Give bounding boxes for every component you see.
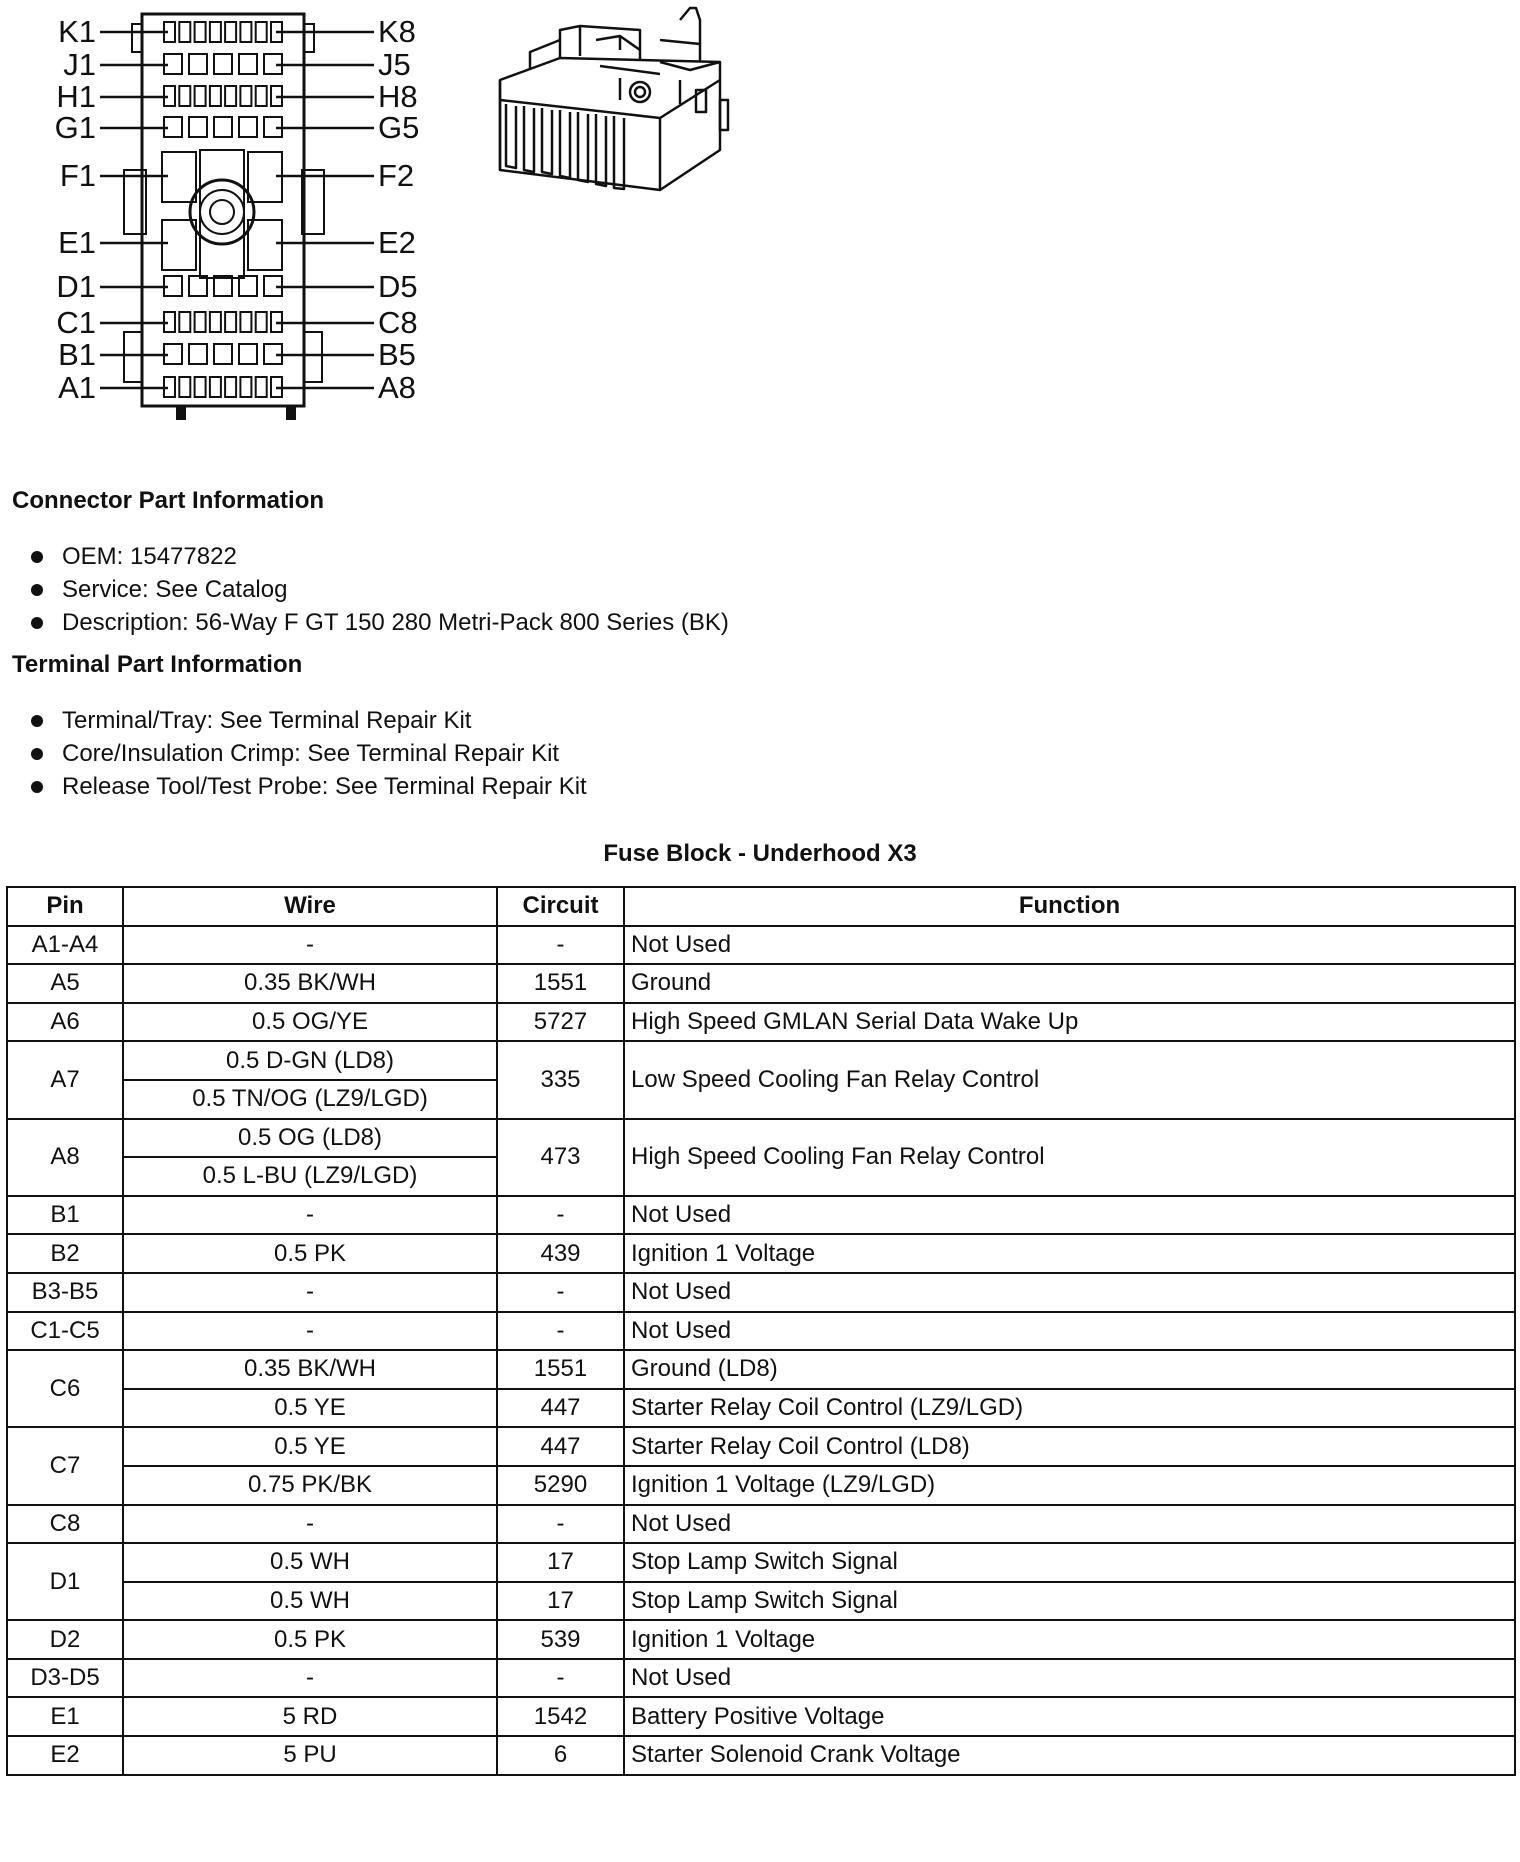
- iso-tower: [560, 26, 580, 58]
- cell-pin: E1: [7, 1697, 123, 1736]
- cell-function: Ignition 1 Voltage: [624, 1234, 1515, 1273]
- table-body: [7, 926, 1515, 1775]
- cell-wire: 0.5 D-GN (LD8): [123, 1041, 497, 1080]
- cell-wire: 0.5 WH: [123, 1582, 497, 1621]
- cell-pin: D2: [7, 1620, 123, 1659]
- cell-circuit: -: [497, 1273, 624, 1312]
- cell-wire: -: [123, 1312, 497, 1351]
- table-row: [7, 1003, 1515, 1042]
- cell-pin: C8: [7, 1505, 123, 1544]
- cell-wire: -: [123, 1273, 497, 1312]
- table-row: [7, 1736, 1515, 1775]
- table-row: [7, 1273, 1515, 1312]
- cell-wire: 0.5 PK: [123, 1620, 497, 1659]
- cell-function: Not Used: [624, 1659, 1515, 1698]
- cell-circuit: -: [497, 1659, 624, 1698]
- pin-label-g1: G1: [54, 110, 96, 145]
- cell-wire: -: [123, 1659, 497, 1698]
- cell-function: Not Used: [624, 1312, 1515, 1351]
- cell-function: Starter Solenoid Crank Voltage: [624, 1736, 1515, 1775]
- pin-label-d1: D1: [56, 269, 96, 304]
- cell-wire: 0.5 L-BU (LZ9/LGD): [123, 1157, 497, 1196]
- cell-function: Not Used: [624, 1196, 1515, 1235]
- table-row: [7, 1505, 1515, 1544]
- cell-circuit: 447: [497, 1427, 624, 1466]
- table-row: [7, 1350, 1515, 1389]
- terminal-part-info-item: Terminal/Tray: See Terminal Repair Kit: [28, 704, 587, 737]
- pin-label-j1: J1: [63, 47, 96, 82]
- cell-circuit: 17: [497, 1582, 624, 1621]
- cell-wire: 0.5 YE: [123, 1389, 497, 1428]
- cell-pin: A7: [7, 1041, 123, 1118]
- cell-circuit: -: [497, 1505, 624, 1544]
- pin-label-a8: A8: [378, 370, 416, 405]
- pin-label-h8: H8: [378, 79, 418, 114]
- cell-pin: A1-A4: [7, 926, 123, 965]
- cell-function: Ground (LD8): [624, 1350, 1515, 1389]
- cell-function: High Speed Cooling Fan Relay Control: [624, 1119, 1515, 1196]
- cell-function: Not Used: [624, 926, 1515, 965]
- connector-part-info-item: Description: 56-Way F GT 150 280 Metri-Pack 800 Series (BK): [28, 606, 729, 639]
- pinout-table: [6, 886, 1516, 1776]
- table-row: [7, 1659, 1515, 1698]
- header-wire: Wire: [123, 887, 497, 926]
- table-row: [7, 1466, 1515, 1505]
- cell-function: Stop Lamp Switch Signal: [624, 1582, 1515, 1621]
- cell-function: Ground: [624, 964, 1515, 1003]
- table-row: [7, 1234, 1515, 1273]
- cell-function: Low Speed Cooling Fan Relay Control: [624, 1041, 1515, 1118]
- cell-function: High Speed GMLAN Serial Data Wake Up: [624, 1003, 1515, 1042]
- pin-label-d5: D5: [378, 269, 418, 304]
- cell-circuit: 17: [497, 1543, 624, 1582]
- pin-label-k8: K8: [378, 14, 416, 49]
- cell-circuit: -: [497, 926, 624, 965]
- cell-pin: E2: [7, 1736, 123, 1775]
- connector-diagram: [0, 0, 760, 440]
- cell-pin: C6: [7, 1350, 123, 1427]
- pin-label-k1: K1: [58, 14, 96, 49]
- table-row: [7, 1427, 1515, 1466]
- pin-label-e1: E1: [58, 225, 96, 260]
- cell-wire: 0.75 PK/BK: [123, 1466, 497, 1505]
- cell-wire: 5 RD: [123, 1697, 497, 1736]
- cell-pin: C7: [7, 1427, 123, 1504]
- cell-pin: A5: [7, 964, 123, 1003]
- table-row: [7, 1389, 1515, 1428]
- cell-pin: B1: [7, 1196, 123, 1235]
- table-row: [7, 1041, 1515, 1080]
- cell-function: Starter Relay Coil Control (LZ9/LGD): [624, 1389, 1515, 1428]
- table-row: [7, 926, 1515, 965]
- pin-label-e2: E2: [378, 225, 416, 260]
- cell-function: Starter Relay Coil Control (LD8): [624, 1427, 1515, 1466]
- pin-label-c1: C1: [56, 305, 96, 340]
- pin-label-h1: H1: [56, 79, 96, 114]
- cell-pin: B3-B5: [7, 1273, 123, 1312]
- terminal-part-info-item: Release Tool/Test Probe: See Terminal Repair Kit: [28, 770, 587, 803]
- cell-wire: 0.5 WH: [123, 1543, 497, 1582]
- cell-wire: 0.35 BK/WH: [123, 964, 497, 1003]
- table-header-row: [7, 887, 1515, 926]
- table-row: [7, 1582, 1515, 1621]
- cell-pin: D1: [7, 1543, 123, 1620]
- cell-circuit: 5290: [497, 1466, 624, 1505]
- cell-circuit: -: [497, 1312, 624, 1351]
- pin-label-g5: G5: [378, 110, 420, 145]
- connector-part-info-item: OEM: 15477822: [28, 540, 729, 573]
- cell-wire: 0.35 BK/WH: [123, 1350, 497, 1389]
- pin-label-b1: B1: [58, 337, 96, 372]
- cell-wire: 0.5 OG (LD8): [123, 1119, 497, 1158]
- cell-circuit: 1551: [497, 964, 624, 1003]
- cell-wire: -: [123, 926, 497, 965]
- pin-label-j5: J5: [378, 47, 411, 82]
- cell-wire: -: [123, 1505, 497, 1544]
- connector-part-info-heading: Connector Part Information: [12, 487, 325, 514]
- cell-wire: 0.5 PK: [123, 1234, 497, 1273]
- header-pin: Pin: [7, 887, 123, 926]
- cell-circuit: 447: [497, 1389, 624, 1428]
- cell-wire: -: [123, 1196, 497, 1235]
- cell-circuit: 5727: [497, 1003, 624, 1042]
- cell-pin: A8: [7, 1119, 123, 1196]
- cell-pin: D3-D5: [7, 1659, 123, 1698]
- cell-circuit: -: [497, 1196, 624, 1235]
- cell-circuit: 6: [497, 1736, 624, 1775]
- cell-function: Not Used: [624, 1505, 1515, 1544]
- cell-wire: 0.5 YE: [123, 1427, 497, 1466]
- table-row: [7, 1312, 1515, 1351]
- header-function: Function: [624, 887, 1515, 926]
- table-row: [7, 1196, 1515, 1235]
- cell-circuit: 1542: [497, 1697, 624, 1736]
- cell-circuit: 539: [497, 1620, 624, 1659]
- table-row: [7, 964, 1515, 1003]
- table-title: Fuse Block - Underhood X3: [603, 840, 917, 867]
- header-circuit: Circuit: [497, 887, 624, 926]
- table-row: [7, 1119, 1515, 1158]
- cell-pin: C1-C5: [7, 1312, 123, 1351]
- iso-bolt-hole: [630, 82, 650, 102]
- cell-function: Ignition 1 Voltage: [624, 1620, 1515, 1659]
- pin-label-b5: B5: [378, 337, 416, 372]
- table-row: [7, 1620, 1515, 1659]
- cell-circuit: 335: [497, 1041, 624, 1118]
- table-row: [7, 1543, 1515, 1582]
- cell-pin: B2: [7, 1234, 123, 1273]
- terminal-part-info-heading: Terminal Part Information: [12, 651, 303, 678]
- terminal-part-info-item: Core/Insulation Crimp: See Terminal Repair Kit: [28, 737, 587, 770]
- pin-label-f2: F2: [378, 158, 415, 193]
- table-row: [7, 1697, 1515, 1736]
- connector-part-info-list: [28, 540, 729, 639]
- cell-circuit: 439: [497, 1234, 624, 1273]
- cell-wire: 0.5 TN/OG (LZ9/LGD): [123, 1080, 497, 1119]
- pin-label-c8: C8: [378, 305, 418, 340]
- cell-circuit: 1551: [497, 1350, 624, 1389]
- cell-pin: A6: [7, 1003, 123, 1042]
- cell-function: Ignition 1 Voltage (LZ9/LGD): [624, 1466, 1515, 1505]
- cell-function: Battery Positive Voltage: [624, 1697, 1515, 1736]
- pin-label-a1: A1: [58, 370, 96, 405]
- cell-function: Not Used: [624, 1273, 1515, 1312]
- cell-wire: 5 PU: [123, 1736, 497, 1775]
- connector-part-info-item: Service: See Catalog: [28, 573, 729, 606]
- terminal-part-info-list: [28, 704, 587, 803]
- cell-function: Stop Lamp Switch Signal: [624, 1543, 1515, 1582]
- cell-circuit: 473: [497, 1119, 624, 1196]
- cell-wire: 0.5 OG/YE: [123, 1003, 497, 1042]
- pin-label-f1: F1: [59, 158, 96, 193]
